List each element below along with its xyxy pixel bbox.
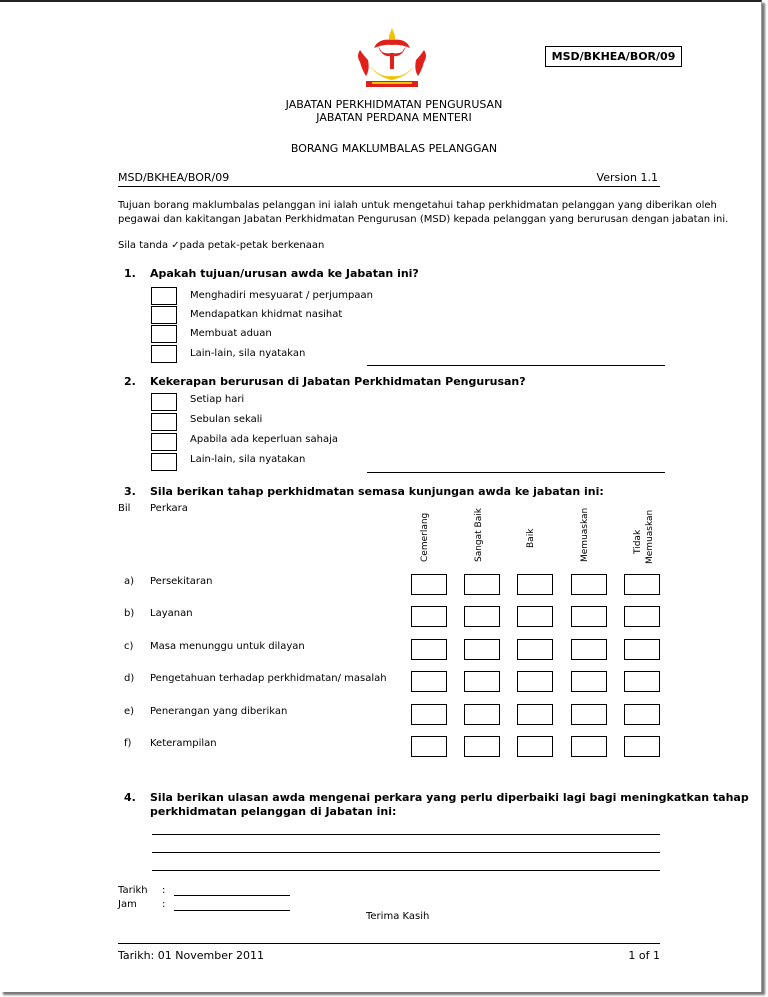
q3-row-bil: c) <box>124 641 134 652</box>
rating-header-memuaskan: Memuaskan <box>580 507 590 562</box>
q3-row-item: Persekitaran <box>150 576 213 587</box>
q3-row-item: Keterampilan <box>150 738 217 749</box>
form-code-box: MSD/BKHEA/BOR/09 <box>545 46 682 67</box>
brunei-crest-icon <box>352 26 432 90</box>
q2-number: 2. <box>124 375 136 388</box>
jam-line[interactable] <box>174 910 290 911</box>
q4-number: 4. <box>124 791 136 804</box>
rating-box[interactable] <box>571 671 607 692</box>
q1-number: 1. <box>124 267 136 280</box>
q3-row-item: Layanan <box>150 608 193 619</box>
rating-box[interactable] <box>517 704 553 725</box>
q1-option-4: Lain-lain, sila nyatakan <box>190 348 306 359</box>
jam-label: Jam <box>118 899 137 910</box>
rating-box[interactable] <box>517 574 553 595</box>
footer-date: Tarikh: 01 November 2011 <box>118 949 264 962</box>
rating-box[interactable] <box>464 736 500 757</box>
q1-question: Apakah tujuan/urusan awda ke Jabatan ini? <box>150 267 419 280</box>
q3-col-perkara: Perkara <box>150 503 188 514</box>
rating-box[interactable] <box>517 639 553 660</box>
q4-question-line1: Sila berikan ulasan awda mengenai perkara yang perlu diperbaiki lagi bagi meningkatkan tahap <box>150 791 749 804</box>
rating-box[interactable] <box>411 671 447 692</box>
rating-box[interactable] <box>411 736 447 757</box>
rating-box[interactable] <box>571 606 607 627</box>
q1-checkbox-2[interactable] <box>151 306 177 324</box>
q3-col-bil: Bil <box>118 503 131 514</box>
q3-number: 3. <box>124 485 136 498</box>
tarikh-label: Tarikh <box>118 885 148 896</box>
q2-option-3: Apabila ada keperluan sahaja <box>190 434 338 445</box>
comment-line-1[interactable] <box>152 834 660 835</box>
q2-option-1: Setiap hari <box>190 394 245 405</box>
rating-box[interactable] <box>571 639 607 660</box>
q3-row-item: Masa menunggu untuk dilayan <box>150 641 305 652</box>
department-name: JABATAN PERKHIDMATAN PENGURUSAN <box>285 98 503 111</box>
rating-box[interactable] <box>517 671 553 692</box>
q2-checkbox-4[interactable] <box>151 453 177 471</box>
instruction-text: Sila tanda ✓pada petak-petak berkenaan <box>118 240 325 251</box>
q3-row-item: Penerangan yang diberikan <box>150 706 288 717</box>
q3-row-bil: e) <box>124 706 135 717</box>
rating-header-tidak: Tidak <box>633 529 643 554</box>
thanks-text: Terima Kasih <box>366 911 430 922</box>
footer-page-number: 1 of 1 <box>628 949 660 962</box>
q1-option-3: Membuat aduan <box>190 328 272 339</box>
rating-header-tidak-memuaskan: Memuaskan <box>645 509 655 564</box>
jam-colon: : <box>162 899 166 910</box>
q3-row-item: Pengetahuan terhadap perkhidmatan/ masalah <box>150 673 387 684</box>
rating-box[interactable] <box>464 639 500 660</box>
form-title: BORANG MAKLUMBALAS PELANGGAN <box>290 142 498 155</box>
rating-box[interactable] <box>624 704 660 725</box>
q3-row-bil: f) <box>124 738 132 749</box>
form-reference: MSD/BKHEA/BOR/09 <box>118 171 230 184</box>
q1-option-2: Mendapatkan khidmat nasihat <box>190 309 343 320</box>
footer-divider <box>118 943 660 944</box>
intro-paragraph-line2: pegawai dan kakitangan Jabatan Perkhidmatan Pengurusan (MSD) kepada pelanggan yang berurusan dengan jabatan ini. <box>118 214 729 225</box>
q2-option-2: Sebulan sekali <box>190 414 263 425</box>
rating-box[interactable] <box>517 736 553 757</box>
ministry-name: JABATAN PERDANA MENTERI <box>316 111 472 124</box>
q2-other-line[interactable] <box>367 472 665 473</box>
form-version: Version 1.1 <box>596 171 658 184</box>
q2-checkbox-1[interactable] <box>151 393 177 411</box>
rating-box[interactable] <box>571 574 607 595</box>
comment-line-3[interactable] <box>152 870 660 871</box>
rating-box[interactable] <box>411 639 447 660</box>
rating-box[interactable] <box>624 639 660 660</box>
rating-header-cemerlang: Cemerlang <box>420 512 430 562</box>
q2-checkbox-3[interactable] <box>151 433 177 451</box>
rating-box[interactable] <box>464 704 500 725</box>
rating-box[interactable] <box>624 671 660 692</box>
q3-question: Sila berikan tahap perkhidmatan semasa kunjungan awda ke jabatan ini: <box>150 485 604 498</box>
rating-box[interactable] <box>571 704 607 725</box>
rating-box[interactable] <box>464 574 500 595</box>
q1-checkbox-3[interactable] <box>151 325 177 343</box>
rating-header-baik: Baik <box>526 528 536 548</box>
q2-question: Kekerapan berurusan di Jabatan Perkhidmatan Pengurusan? <box>150 375 526 388</box>
rating-header-sangat-baik: Sangat Baik <box>474 508 484 562</box>
q3-row-bil: a) <box>124 576 135 587</box>
rating-box[interactable] <box>464 606 500 627</box>
rating-box[interactable] <box>517 606 553 627</box>
q1-checkbox-4[interactable] <box>151 345 177 363</box>
q2-checkbox-2[interactable] <box>151 413 177 431</box>
intro-paragraph-line1: Tujuan borang maklumbalas pelanggan ini ialah untuk mengetahui tahap perkhidmatan pelanggan yang diberikan oleh <box>118 200 717 211</box>
q4-question-line2: perkhidmatan pelanggan di Jabatan ini: <box>150 805 397 818</box>
rating-box[interactable] <box>411 704 447 725</box>
rating-box[interactable] <box>411 574 447 595</box>
q2-option-4: Lain-lain, sila nyatakan <box>190 454 306 465</box>
rating-box[interactable] <box>411 606 447 627</box>
q3-row-bil: b) <box>124 608 135 619</box>
tarikh-line[interactable] <box>174 895 290 896</box>
rating-box[interactable] <box>624 606 660 627</box>
q3-row-bil: d) <box>124 673 135 684</box>
q1-checkbox-1[interactable] <box>151 287 177 305</box>
q1-option-1: Menghadiri mesyuarat / perjumpaan <box>190 290 373 301</box>
tarikh-colon: : <box>162 885 166 896</box>
rating-box[interactable] <box>464 671 500 692</box>
q1-other-line[interactable] <box>367 365 665 366</box>
comment-line-2[interactable] <box>152 852 660 853</box>
rating-box[interactable] <box>624 574 660 595</box>
rating-box[interactable] <box>624 736 660 757</box>
header-divider <box>118 186 660 187</box>
rating-box[interactable] <box>571 736 607 757</box>
